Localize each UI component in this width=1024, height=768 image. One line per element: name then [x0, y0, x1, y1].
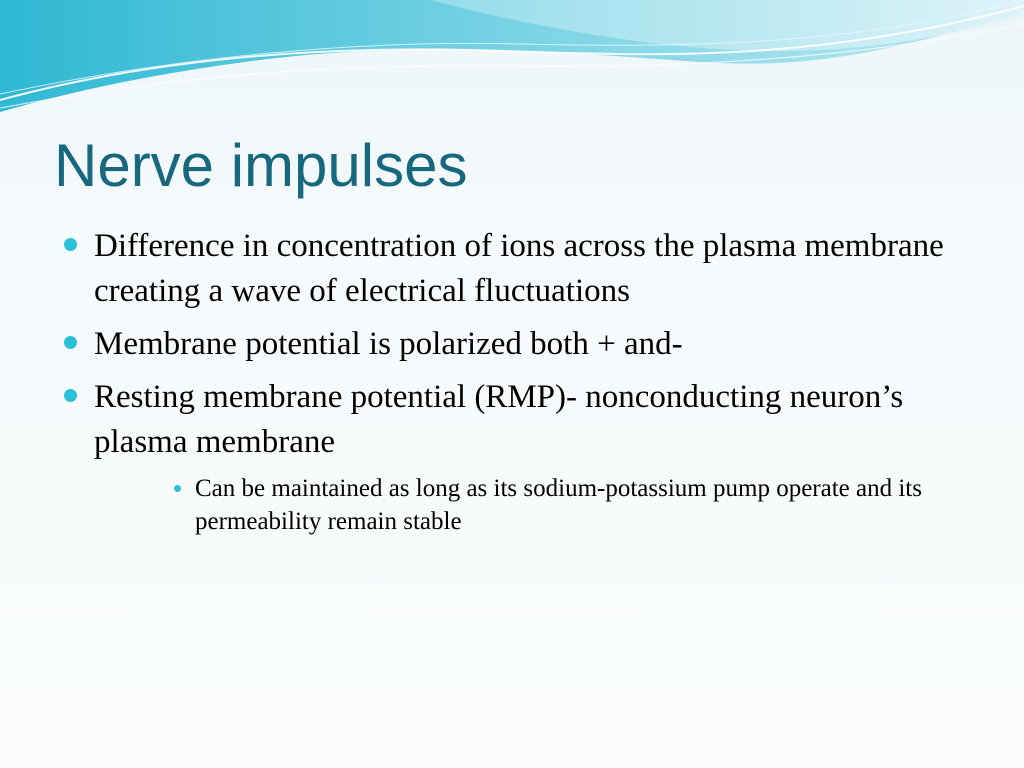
sub-bullet-dot-icon	[174, 485, 181, 492]
sub-bullet-text: Can be maintained as long as its sodium-potassium pump operate and its permeability remain stable	[195, 475, 922, 535]
bullet-dot-icon	[64, 336, 77, 349]
bullet-text: Membrane potential is polarized both + and-	[94, 326, 683, 362]
bullet-text: Resting membrane potential (RMP)- nonconducting neuron’s plasma membrane	[94, 379, 904, 460]
bullet-item	[64, 322, 964, 367]
bullet-item	[64, 224, 964, 314]
bullet-text: Difference in concentration of ions across the plasma membrane creating a wave of electrical fluctuations	[94, 228, 944, 309]
bullet-item	[64, 375, 964, 465]
header-wave-decoration	[0, 0, 1024, 130]
sub-bullet-list	[174, 472, 934, 538]
bullet-dot-icon	[64, 238, 77, 251]
sub-bullet-item	[174, 472, 934, 538]
slide-title: Nerve impulses	[54, 132, 468, 199]
bullet-list	[64, 224, 964, 473]
bullet-dot-icon	[64, 389, 77, 402]
